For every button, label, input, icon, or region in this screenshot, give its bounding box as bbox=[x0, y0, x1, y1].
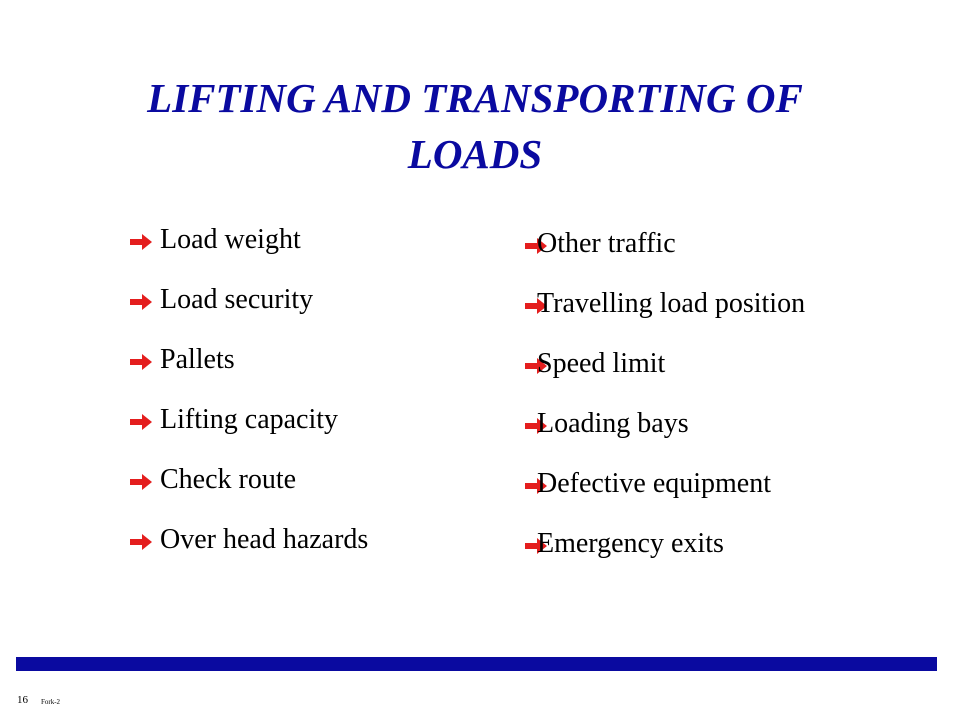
list-item-label: Over head hazards bbox=[160, 524, 369, 555]
list-item-label: Speed limit bbox=[537, 348, 666, 379]
list-item-label: Defective equipment bbox=[537, 468, 772, 499]
slide-title bbox=[60, 70, 890, 182]
page-number: 16 bbox=[17, 694, 28, 706]
right-arrow-icon bbox=[130, 232, 152, 252]
slide-code: Fork-2 bbox=[41, 698, 61, 706]
list-item-label: Load weight bbox=[160, 224, 301, 255]
footer-divider-bar bbox=[16, 657, 937, 671]
list-item-label: Other traffic bbox=[537, 228, 676, 259]
slide-title-line1: LIFTING AND TRANSPORTING OF bbox=[147, 75, 803, 121]
right-arrow-icon bbox=[130, 292, 152, 312]
list-item-label: Lifting capacity bbox=[160, 404, 339, 435]
list-item-label: Loading bays bbox=[537, 408, 689, 439]
list-item-label: Check route bbox=[160, 464, 297, 495]
list-item-label: Pallets bbox=[160, 344, 235, 375]
list-item-label: Emergency exits bbox=[537, 528, 724, 559]
list-item-label: Travelling load position bbox=[537, 288, 806, 319]
right-arrow-icon bbox=[130, 532, 152, 552]
slide-title-line2: LOADS bbox=[407, 131, 543, 177]
right-arrow-icon bbox=[130, 352, 152, 372]
list-item-label: Load security bbox=[160, 284, 314, 315]
right-arrow-icon bbox=[130, 412, 152, 432]
right-arrow-icon bbox=[130, 472, 152, 492]
